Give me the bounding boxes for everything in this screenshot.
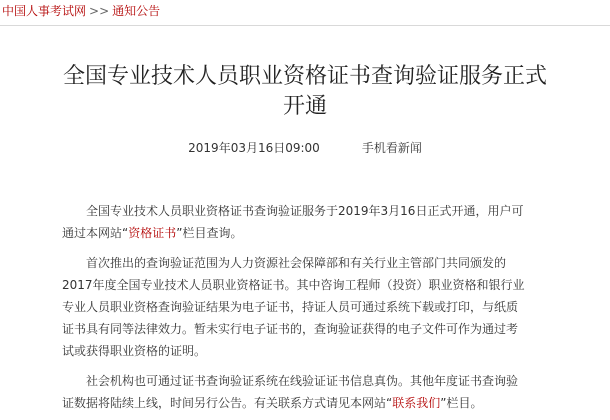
breadcrumb <box>2 2 160 20</box>
article-paragraph <box>62 200 562 244</box>
paragraph-text: 证数据将陆续上线，时间另行公告。有关联系方式请见本网站“ <box>62 396 393 410</box>
article-meta <box>0 140 610 156</box>
article-paragraph <box>62 252 562 362</box>
paragraph-text: 通过本网站“ <box>62 226 129 240</box>
paragraph-line: 证书具有同等法律效力。暂未实行电子证书的，查询验证获得的电子文件可作为通过考 <box>62 322 519 336</box>
paragraph-text: ”栏目查询。 <box>176 226 243 240</box>
paragraph-line: 首次推出的查询验证范围为人力资源社会保障部和有关行业主管部门共同颁发的 <box>86 256 507 270</box>
paragraph-line: 全国专业技术人员职业资格证书查询验证服务于2019年3月16日正式开通，用户可 <box>86 204 524 218</box>
publish-date: 2019年03月16日09:00 <box>188 141 320 155</box>
article-title-line: 全国专业技术人员职业资格证书查询验证服务正式 <box>62 64 547 89</box>
paragraph-line: 专业人员职业资格查询验证结果为电子证书，持证人员可通过系统下载或打印，与纸质 <box>62 300 519 314</box>
paragraph-line <box>62 222 562 244</box>
mobile-news-link[interactable]: 手机看新闻 <box>361 141 422 155</box>
breadcrumb-home-link[interactable]: 中国人事考试网 <box>2 4 87 18</box>
header-divider <box>0 25 610 26</box>
article-title-line: 开通 <box>282 94 327 119</box>
article-title <box>20 62 590 122</box>
paragraph-line: 试或获得职业资格的证明。 <box>62 344 207 358</box>
paragraph-line <box>62 392 562 414</box>
article-paragraph <box>62 370 562 414</box>
paragraph-line: 2017年度全国专业技术人员职业资格证书。其中咨询工程师（投资）职业资格和银行业 <box>62 278 525 292</box>
breadcrumb-section-link[interactable]: 通知公告 <box>112 4 161 18</box>
paragraph-text: ”栏目。 <box>440 396 483 410</box>
certificate-link[interactable]: 资格证书 <box>128 226 177 240</box>
paragraph-line: 社会机构也可通过证书查询验证系统在线验证证书信息真伪。其他年度证书查询验 <box>86 374 519 388</box>
contact-us-link[interactable]: 联系我们 <box>392 396 441 410</box>
article-body <box>62 200 562 420</box>
breadcrumb-separator: >> <box>89 4 110 18</box>
